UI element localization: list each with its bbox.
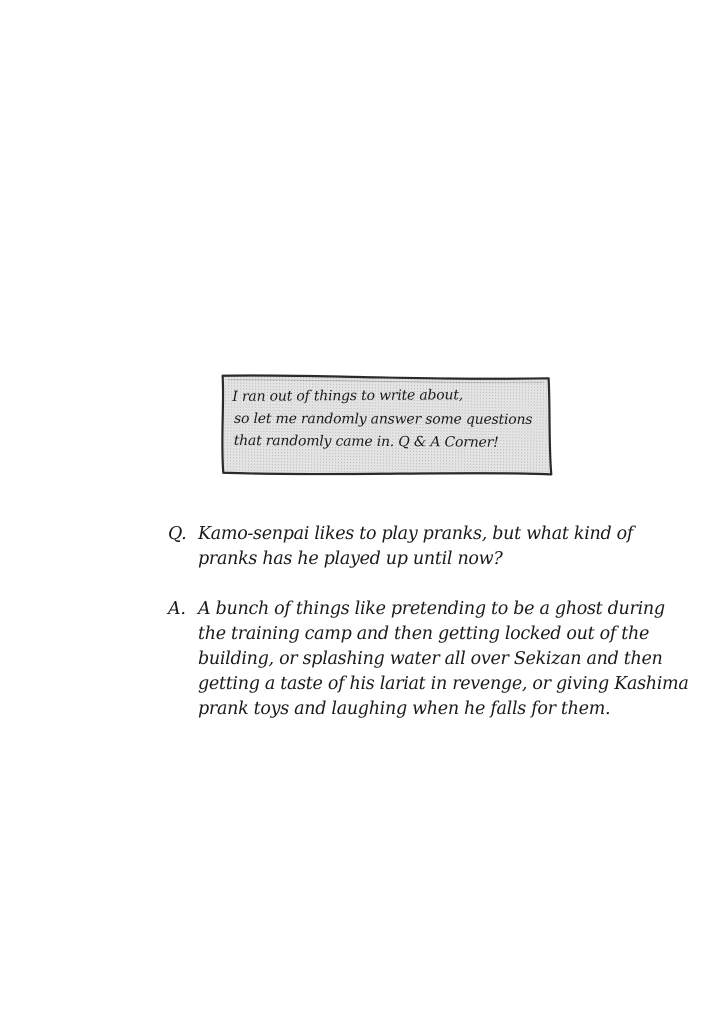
answer-line: the training camp and then getting locked out of the: [198, 624, 650, 644]
question-item: [168, 522, 668, 572]
answer-line: getting a taste of his lariat in revenge, or giving Kashima: [198, 674, 689, 694]
answer-line: prank toys and laughing when he falls for them.: [198, 699, 611, 719]
note-text: [232, 386, 543, 456]
answer-line: building, or splashing water all over Sekizan and then: [198, 649, 663, 669]
answer-item: [168, 597, 689, 722]
qa-section: [168, 522, 689, 722]
question-line: pranks has he played up until now?: [198, 549, 503, 569]
note-box: [217, 370, 548, 475]
question-line: Kamo-senpai likes to play pranks, but what kind of: [198, 524, 634, 544]
note-line: that randomly came in. Q & A Corner!: [233, 432, 499, 451]
answer-line: A bunch of things like pretending to be a ghost during: [198, 599, 665, 619]
note-line: so let me randomly answer some questions: [234, 410, 533, 428]
question-marker: Q.: [168, 524, 187, 544]
note-line: I ran out of things to write about,: [232, 387, 464, 405]
answer-marker: A.: [168, 599, 186, 619]
